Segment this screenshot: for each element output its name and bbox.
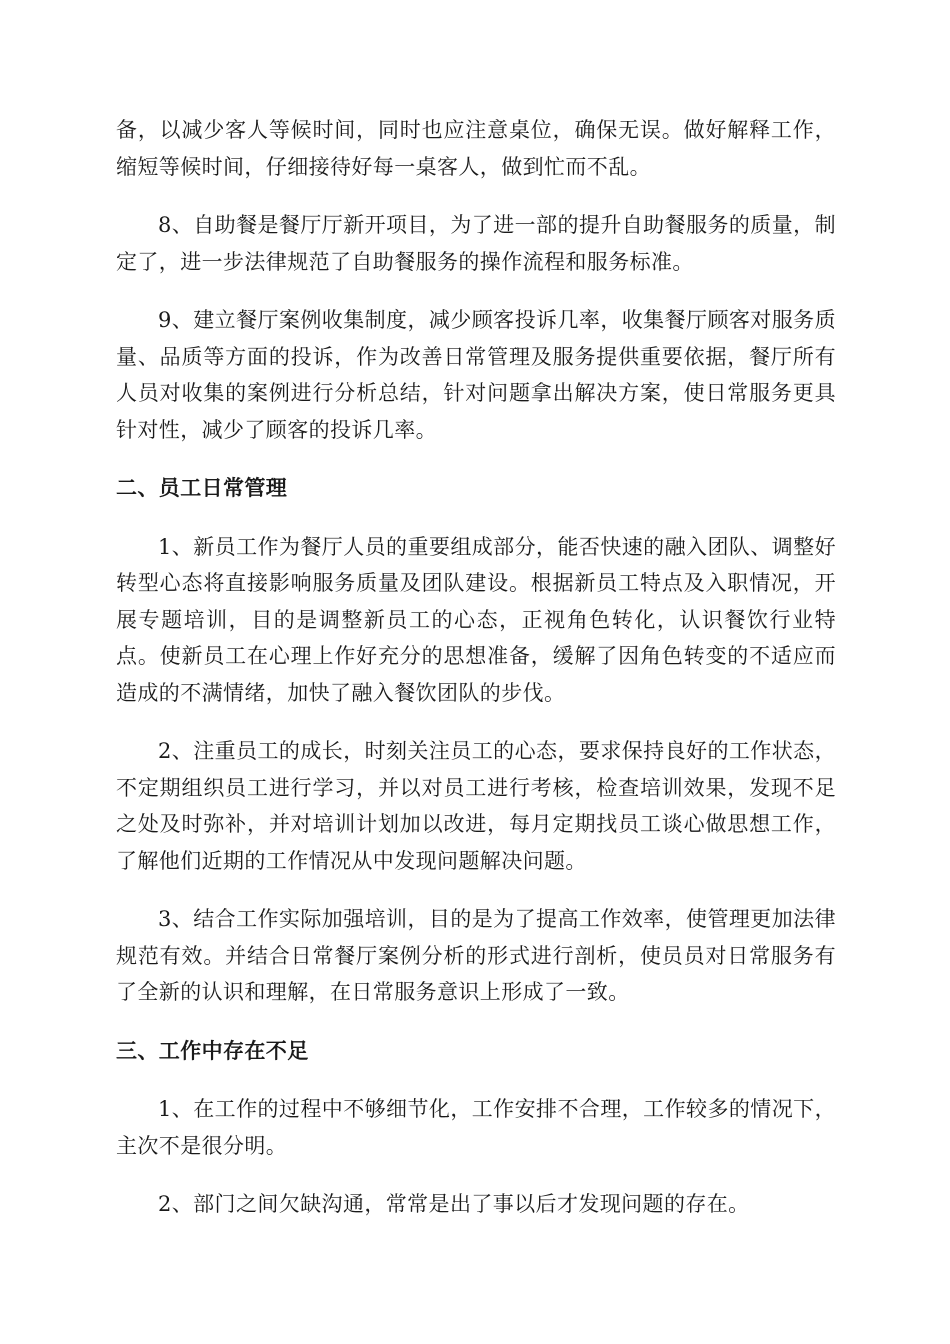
paragraph-staff-1: 1、新员工作为餐厅人员的重要组成部分，能否快速的融入团队、调整好转型心态将直接影响服务质量及团队建设。根据新员工特点及入职情况，开展专题培训，目的是调整新员工的心态，正视角色转化，认识餐饮行业特点。使新员工在心理上作好充分的思想准备，缓解了因角色转变的不适应而造成的不满情绪，加快了融入餐饮团队的步伐。 [116,534,836,705]
paragraph-item-9: 9、建立餐厅案例收集制度，减少顾客投诉几率，收集餐厅顾客对服务质量、品质等方面的投诉，作为改善日常管理及服务提供重要依据，餐厅所有人员对收集的案例进行分析总结，针对问题拿出解决方案，使日常服务更具针对性，减少了顾客的投诉几率。 [116,308,836,442]
paragraph-item-8: 8、自助餐是餐厅厅新开项目，为了进一部的提升自助餐服务的质量，制定了，进一步法律规范了自助餐服务的操作流程和服务标准。 [116,213,836,274]
document-page [116,112,836,1245]
section-heading-2: 二、员工日常管理 [116,476,288,500]
paragraph-staff-2: 2、注重员工的成长，时刻关注员工的心态，要求保持良好的工作状态，不定期组织员工进行学习，并以对员工进行考核，检查培训效果，发现不足之处及时弥补，并对培训计划加以改进，每月定期找员工谈心做思想工作，了解他们近期的工作情况从中发现问题解决问题。 [116,739,836,873]
paragraph-shortcoming-1: 1、在工作的过程中不够细节化，工作安排不合理，工作较多的情况下，主次不是很分明。 [116,1097,836,1158]
paragraph-staff-3: 3、结合工作实际加强培训，目的是为了提高工作效率，使管理更加法律规范有效。并结合日常餐厅案例分析的形式进行剖析，使员员对日常服务有了全新的认识和理解，在日常服务意识上形成了一致。 [116,907,836,1004]
section-heading-3: 三、工作中存在不足 [116,1038,309,1063]
paragraph-shortcoming-2: 2、部门之间欠缺沟通，常常是出了事以后才发现问题的存在。 [158,1192,750,1216]
paragraph-continued: 备，以减少客人等候时间，同时也应注意桌位，确保无误。做好解释工作，缩短等候时间，仔细接待好每一桌客人，做到忙而不乱。 [116,118,836,179]
